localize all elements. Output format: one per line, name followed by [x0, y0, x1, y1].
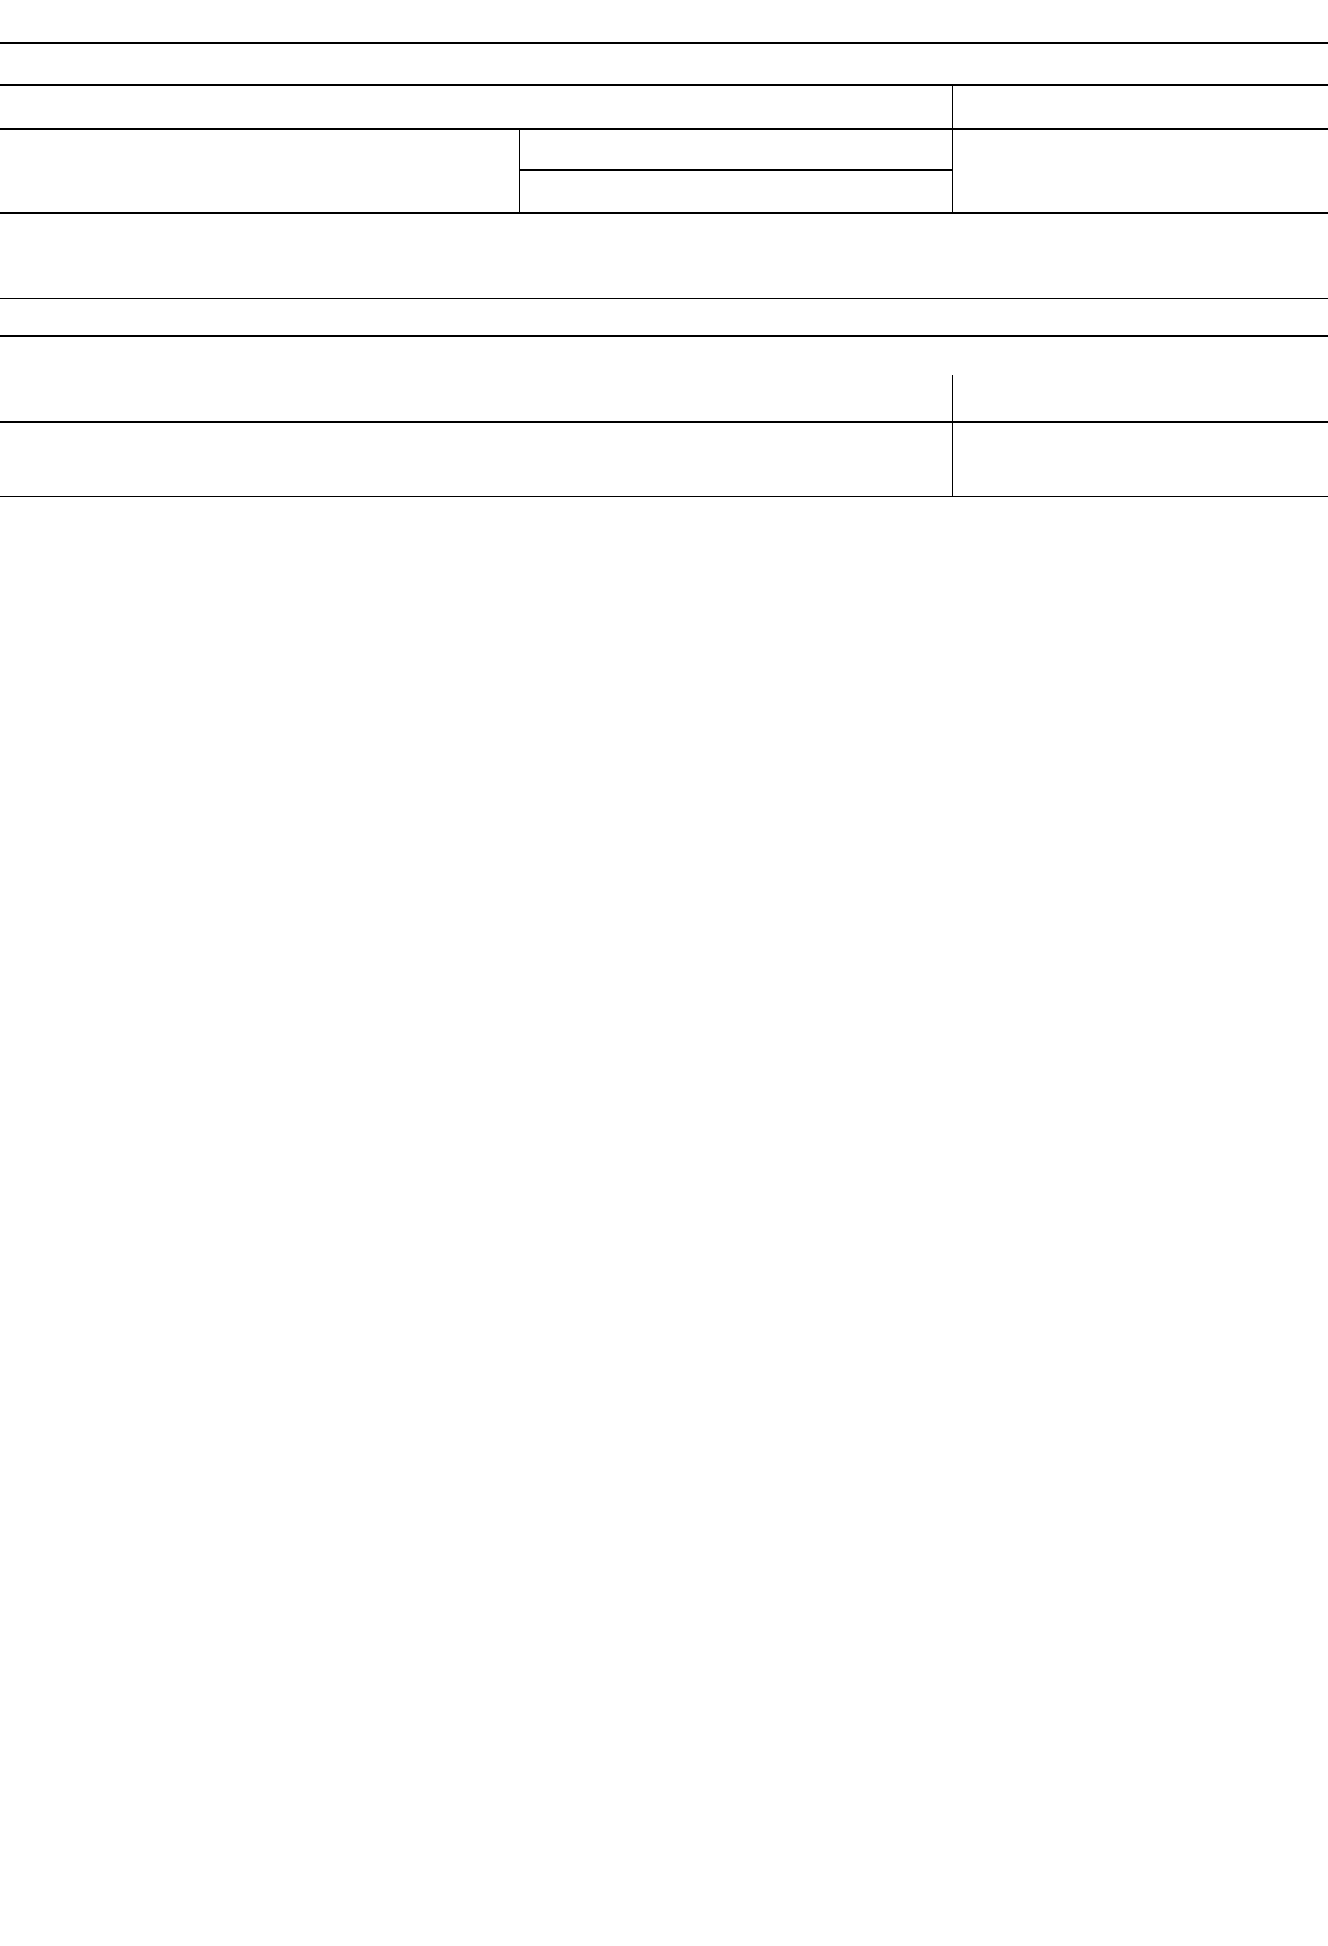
footnotes — [0, 497, 1328, 507]
updates-guarantee-row — [0, 247, 1328, 299]
row-label — [0, 313, 952, 321]
charger-power-label — [520, 130, 952, 171]
warranty-row — [0, 375, 1328, 423]
charger-row — [0, 130, 1328, 214]
column-header-parametro — [0, 103, 952, 111]
supplier-address-row — [0, 423, 1328, 497]
section-heading-repair — [0, 214, 1328, 247]
page-title — [0, 0, 1328, 42]
section-heading-supplementary — [0, 337, 1328, 375]
row-value — [952, 299, 1328, 335]
charger-values — [952, 130, 1328, 212]
charger-row-label — [0, 130, 520, 212]
repairability-class-row — [0, 299, 1328, 337]
charger-plug-label — [520, 171, 952, 212]
section-heading-general — [0, 44, 1328, 86]
charger-subrows — [520, 130, 952, 212]
row-label — [0, 269, 952, 277]
row-value — [952, 247, 1328, 298]
column-header-valore — [952, 86, 1328, 128]
charger-plug-value — [953, 171, 1328, 212]
row-label — [0, 394, 952, 402]
supplier-address — [952, 423, 1328, 496]
row-value — [952, 375, 1328, 421]
column-header-row — [0, 86, 1328, 128]
general-parameters-table — [0, 86, 1328, 130]
charger-power-value — [953, 130, 1328, 171]
row-label — [0, 456, 952, 464]
